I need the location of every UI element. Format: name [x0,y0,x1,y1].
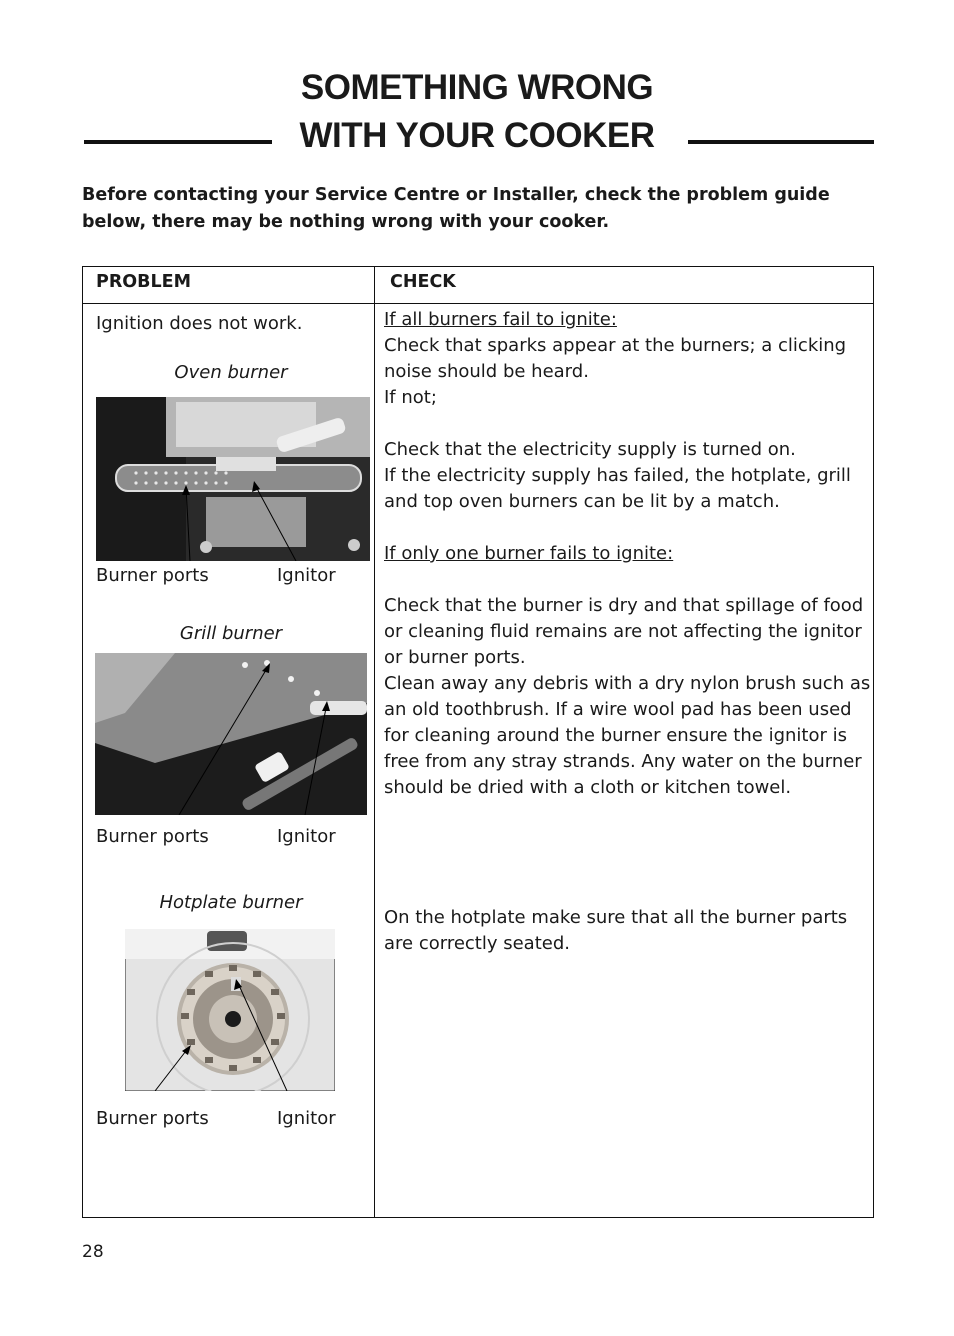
grill-burner-caption: Grill burner [179,623,283,644]
all-burners-line-1: Check that sparks appear at the burners; a clicking noise should be heard. [384,335,847,382]
title-rule-left [84,140,272,144]
oven-burner-caption: Oven burner [174,362,288,383]
check-column [384,307,874,957]
grill-burner-photo [95,653,367,815]
all-burners-line-2: If not; [384,387,437,408]
header-check: CHECK [390,272,456,292]
page-number: 28 [82,1242,104,1262]
header-divider [83,303,873,304]
oven-burner-ports-label: Burner ports [96,565,209,586]
all-burners-line-4: If the electricity supply has failed, the hotplate, grill and top oven burners can be lit by a match. [384,465,851,512]
page-title [0,64,954,160]
title-line-1: SOMETHING WRONG [300,68,654,107]
hotplate-burner-caption: Hotplate burner [159,892,303,913]
hotplate-burner-photo [125,929,335,1091]
title-rule-right [688,140,874,144]
hotplate-ignitor-label: Ignitor [277,1108,336,1129]
intro-text: Before contacting your Service Centre or Installer, check the problem guide below, there may be nothing wrong with your cooker. [82,185,830,232]
column-divider [374,267,375,1217]
one-burner-heading: If only one burner fails to ignite: [384,543,674,564]
all-burners-heading: If all burners fail to ignite: [384,309,617,330]
oven-burner-photo [96,397,370,561]
grill-burner-ports-label: Burner ports [96,826,209,847]
one-burner-line-2: Clean away any debris with a dry nylon brush such as an old toothbrush. If a wire wool pad has been used for cleaning around the burner ensure the ignitor is free from any stray strands. Any water on the burner should be dried with a cloth or kitchen towel. [384,673,871,798]
problem-check-table [82,266,874,1218]
header-problem: PROBLEM [96,272,192,292]
hotplate-check-text: On the hotplate make sure that all the burner parts are correctly seated. [384,907,848,954]
all-burners-line-3: Check that the electricity supply is turned on. [384,439,796,460]
title-line-2: WITH YOUR COOKER [299,116,655,155]
grill-ignitor-label: Ignitor [277,826,336,847]
problem-text: Ignition does not work. [96,313,303,334]
one-burner-line-1: Check that the burner is dry and that spillage of food or cleaning fluid remains are not affecting the ignitor or burner ports. [384,595,864,668]
oven-ignitor-label: Ignitor [277,565,336,586]
hotplate-burner-ports-label: Burner ports [96,1108,209,1129]
